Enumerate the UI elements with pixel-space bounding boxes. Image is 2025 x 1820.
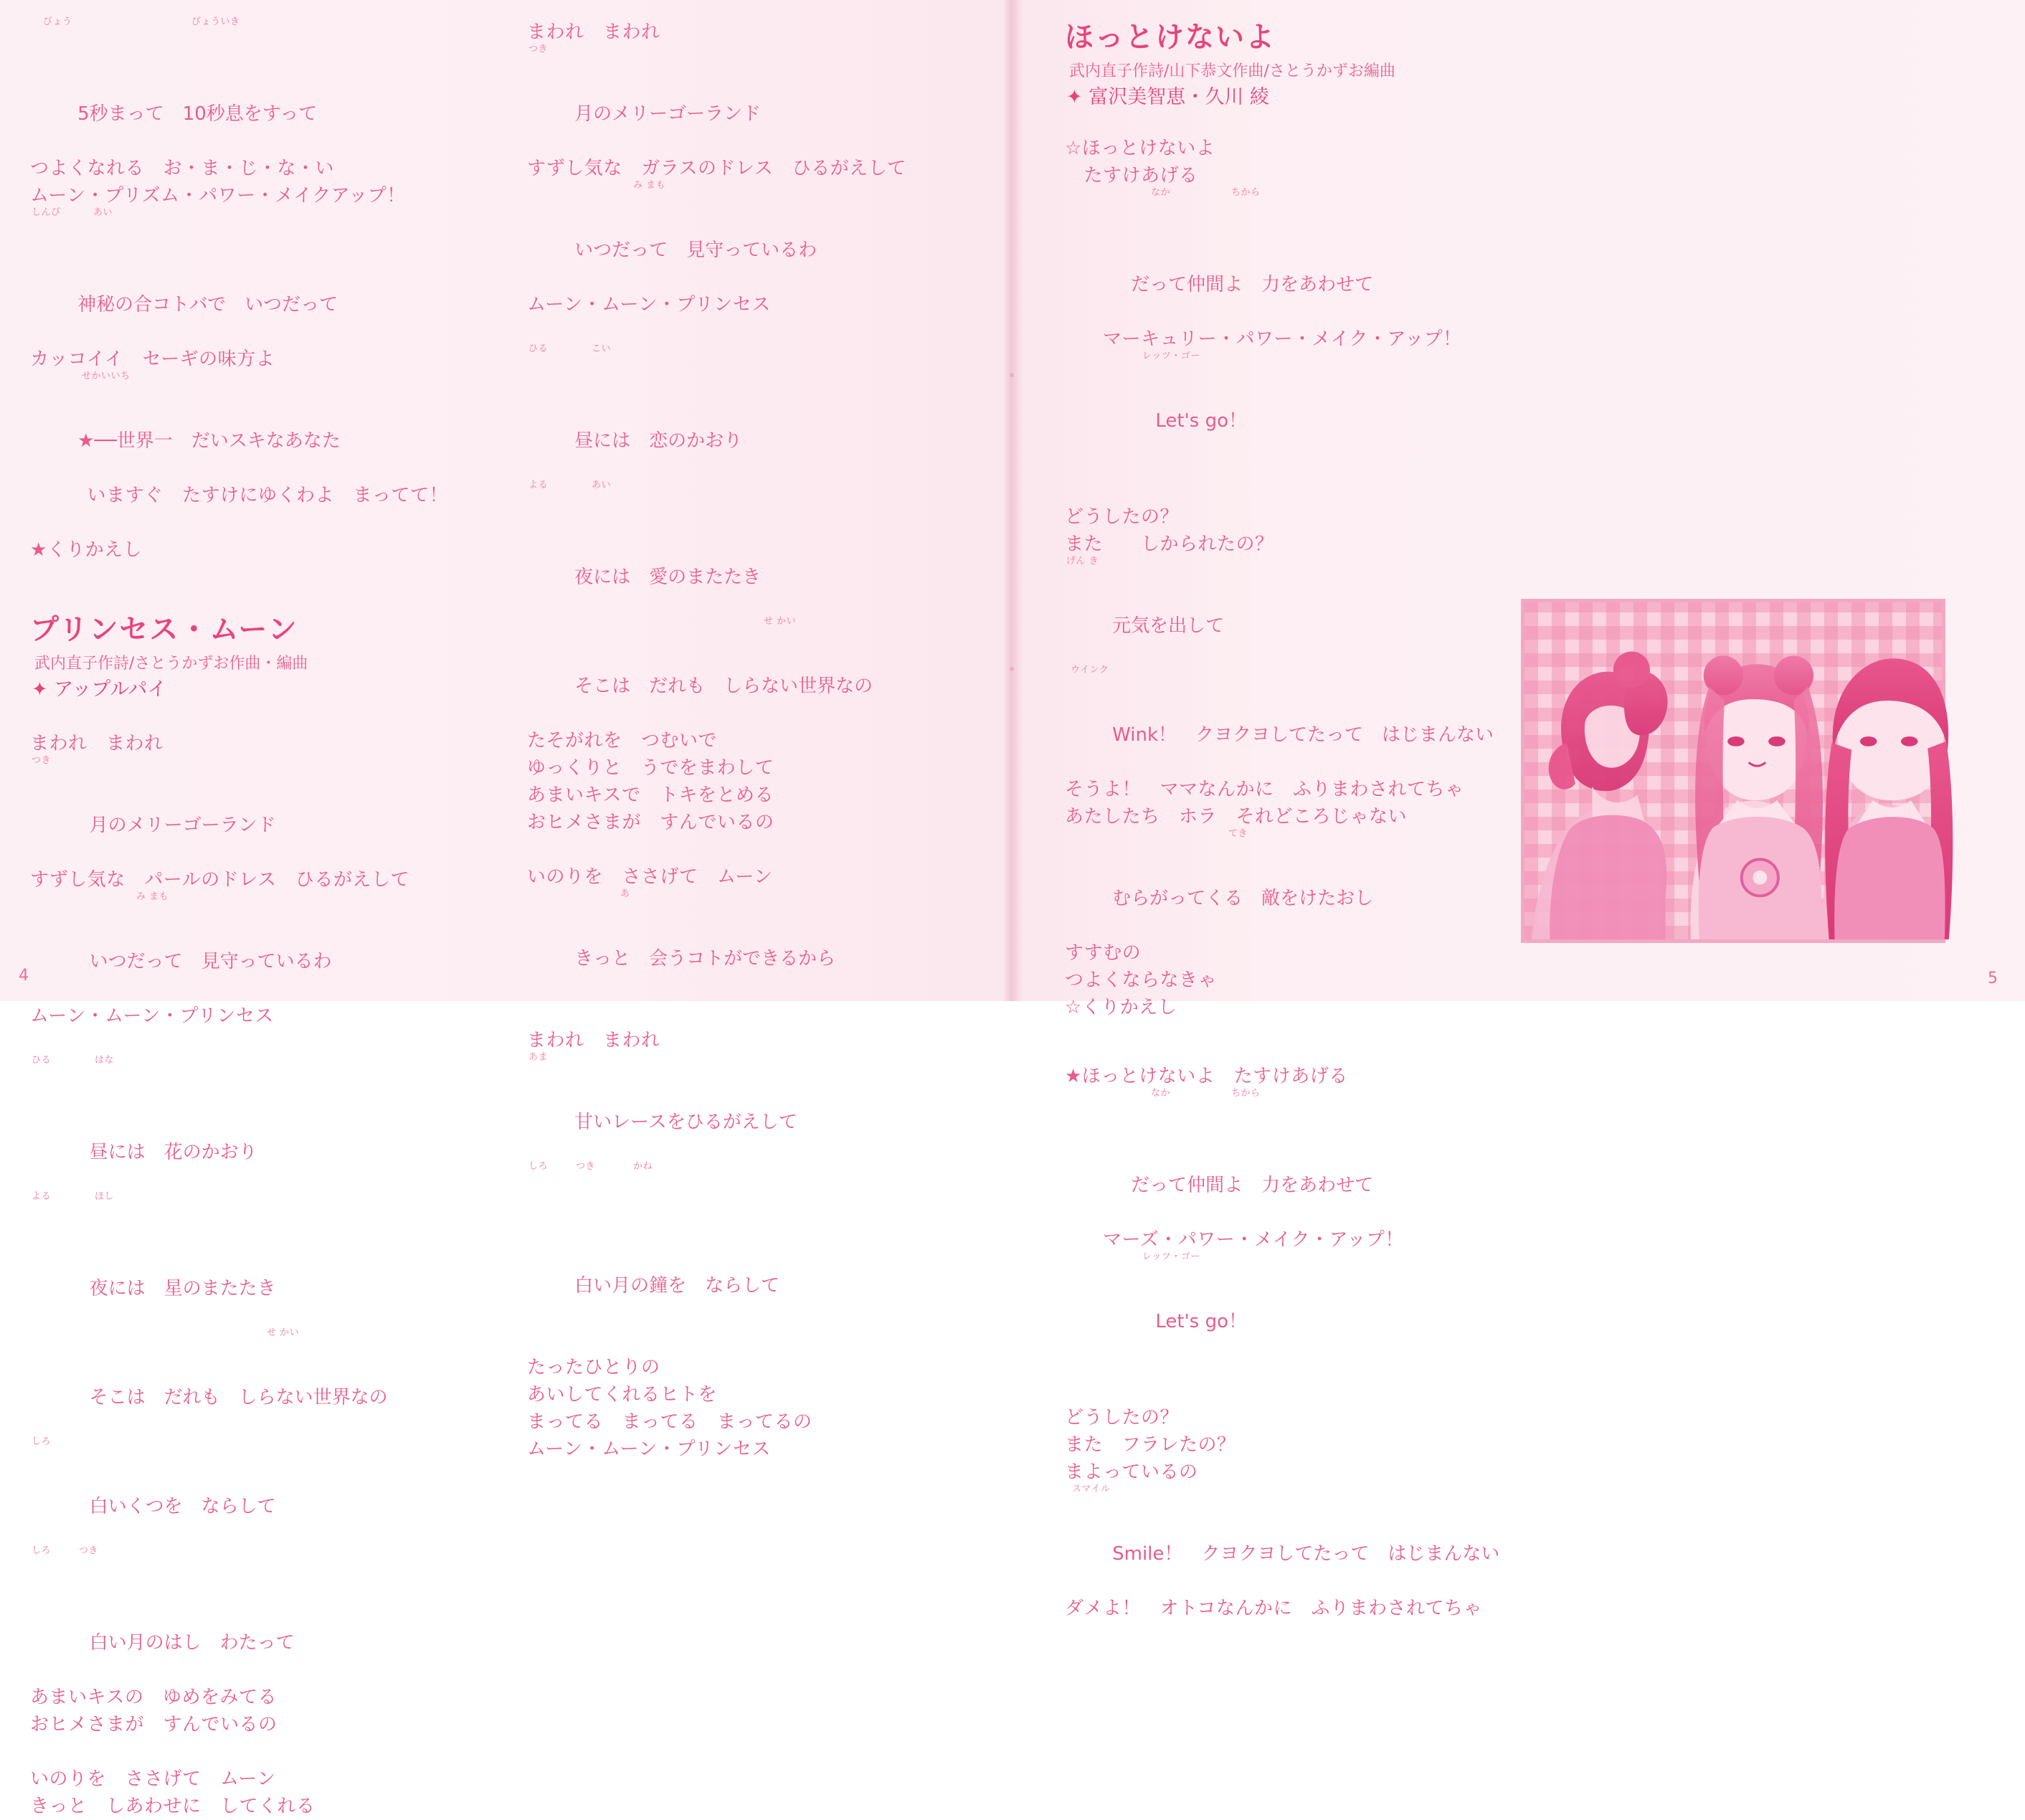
page-number-left: 4 bbox=[19, 967, 29, 985]
lyric-line: いのりを ささげて ムーン bbox=[30, 1768, 276, 1790]
lyric-line: 神秘の合コトバで いつだって bbox=[77, 294, 338, 316]
lyric-line: ★ほっとけないよ たすけあげる bbox=[1065, 1066, 1348, 1087]
verse bbox=[527, 1354, 986, 1463]
lyric-line: ☆ほっとけないよ bbox=[1065, 138, 1215, 159]
lyric-line: すすむの bbox=[1065, 942, 1142, 964]
page-number-right: 5 bbox=[1988, 970, 1998, 987]
lyric-line: ★くりかえし bbox=[30, 539, 143, 561]
lyric-line: 昼には 花のかおり bbox=[89, 1142, 257, 1163]
lyric-line: ムーン・プリズム・パワー・メイクアップ！ bbox=[30, 185, 406, 207]
gutter-dot bbox=[1010, 667, 1014, 671]
lyric-line: 月のメリーゴーランド bbox=[89, 815, 276, 836]
lyric-line: 甘いレースをひるがえして bbox=[574, 1112, 797, 1133]
lyric-line: おヒメさまが すんでいるの bbox=[30, 1714, 278, 1735]
lyric-line: ダメよ！ オトコなんかに ふりまわされてちゃ bbox=[1065, 1598, 1482, 1619]
lyric-line: すずし気な パールのドレス ひるがえして bbox=[30, 869, 409, 891]
lyric-line: まよっているの bbox=[1065, 1461, 1198, 1483]
lyric-line: 白い月の鐘を ならして bbox=[574, 1275, 780, 1297]
lyric-line: だって仲間よ 力をあわせて bbox=[1112, 1175, 1374, 1196]
lyric-line: また しかられたの？ bbox=[1065, 534, 1274, 555]
lyric-line: いのりを ささげて ムーン bbox=[527, 866, 773, 888]
lyric-line: 月のメリーゴーランド bbox=[574, 103, 762, 125]
lyric-line: 夜には 愛のまたたき bbox=[574, 567, 762, 588]
lyric-line: 夜には 星のまたたき bbox=[89, 1278, 276, 1299]
lyric-line: そこは だれも しらない世界なの bbox=[574, 676, 873, 697]
gutter-dot bbox=[1010, 373, 1014, 377]
verse: どうしたの？ また フラレたの？ まよっているの スマイル Smile！ クヨクヨしてたって はじまんない ダメよ！ オトコなんかに ふりまわされてちゃ bbox=[1065, 1404, 1639, 1622]
lyric-line: たったひとりの bbox=[527, 1357, 660, 1378]
lyric-line: ★──世界一 だいスキなあなた bbox=[77, 430, 341, 452]
lyric-line: Smile！ クヨクヨしてたって はじまんない bbox=[1112, 1543, 1500, 1565]
lyric-line: 白いくつを ならして bbox=[89, 1496, 276, 1517]
left-column-b bbox=[527, 19, 986, 1463]
lyric-line: まわれ まわれ bbox=[30, 733, 163, 754]
lyric-line: どうしたの？ bbox=[1065, 506, 1180, 528]
lyric-line: Let's go！ bbox=[1112, 410, 1247, 432]
lyric-line: だって仲間よ 力をあわせて bbox=[1112, 274, 1374, 295]
verse: いのりを ささげて ムーン あ きっと 会うコトができるから bbox=[527, 863, 986, 1000]
lyric-line: きっと しあわせに してくれる bbox=[30, 1796, 316, 1817]
lyric-line: すずし気な ガラスのドレス ひるがえして bbox=[527, 158, 906, 179]
verse: まわれ まわれ つき 月のメリーゴーランド すずし気な パールのドレス ひるがえして み まも いつだって 見守っているわ ムーン・ムーン・プリンセス bbox=[30, 730, 503, 1030]
lyric-line: あまいキスで トキをとめる bbox=[527, 785, 774, 806]
lyric-line: どうしたの？ bbox=[1065, 1407, 1180, 1428]
illustration-artwork bbox=[1524, 602, 1942, 939]
lyric-line: ムーン・ムーン・プリンセス bbox=[30, 1005, 274, 1027]
song-credit: 武内直子作詩/山下恭文作曲/さとうかずお編曲 bbox=[1069, 62, 1395, 80]
lyric-line: あまいキスの ゆめをみてる bbox=[30, 1687, 277, 1708]
verse: ★ほっとけないよ たすけあげる なか ちから だって仲間よ 力をあわせて マーズ・パワー・メイク・アップ！ レッツ・ゴー Let's go！ bbox=[1065, 1063, 1639, 1362]
lyric-line: カッコイイ セーギの味方よ bbox=[30, 349, 275, 370]
lyric-line: ムーン・ムーン・プリンセス bbox=[527, 294, 771, 316]
left-column-a bbox=[30, 16, 503, 1820]
continued-verse: びょう びょういき 5秒まって 10秒息をすって つよくなれる お・ま・じ・な・い ムーン・プリズム・パワー・メイクアップ！ しんぴ あい 神秘の合コトバで いつだって カッコイイ セーギの味方よ せかいいち ★──世界一 だいスキなあなた いますぐ たすけにゆくわよ まってて！ ★くりかえし bbox=[30, 19, 503, 564]
lyric-line: 元気を出して bbox=[1112, 615, 1225, 637]
verse: まわれ まわれ つき 月のメリーゴーランド すずし気な ガラスのドレス ひるがえして み まも いつだって 見守っているわ ムーン・ムーン・プリンセス bbox=[527, 19, 986, 318]
lyric-line: まわれ まわれ bbox=[527, 1030, 660, 1051]
lyric-line: いつだって 見守っているわ bbox=[574, 240, 817, 261]
lyric-line: きっと 会うコトができるから bbox=[574, 948, 836, 970]
lyric-line: ☆くりかえし bbox=[1065, 997, 1177, 1018]
lyric-line: たすけあげる bbox=[1065, 165, 1198, 186]
verse: ☆ほっとけないよ たすけあげる なか ちから だって仲間よ 力をあわせて マーキュリー・パワー・メイク・アップ！ レッツ・ゴー Let's go！ bbox=[1065, 135, 1639, 462]
lyric-line: つよくならなきゃ bbox=[1065, 970, 1218, 991]
lyric-line: ゆっくりと うでをまわして bbox=[527, 757, 774, 779]
lyric-line: あいしてくれるヒトを bbox=[527, 1384, 718, 1406]
lyric-line: むらがってくる 敵をけたおし bbox=[1112, 888, 1374, 909]
lyric-line: 昼には 恋のかおり bbox=[574, 430, 743, 452]
lyric-line: Let's go！ bbox=[1112, 1311, 1247, 1332]
verse bbox=[30, 1766, 503, 1820]
song-performer: ✦ 富沢美智恵・久川 綾 bbox=[1066, 86, 1269, 108]
lyric-line: Wink！ クヨクヨしてたって はじまんない bbox=[1112, 724, 1494, 746]
lyric-line: たそがれを つむいで bbox=[527, 730, 718, 752]
lyric-line: また フラレたの？ bbox=[1065, 1434, 1236, 1456]
lyric-line: いつだって 見守っているわ bbox=[89, 951, 332, 972]
lyric-line: まってる まってる まってるの bbox=[527, 1411, 812, 1433]
lyric-line: ムーン・ムーン・プリンセス bbox=[527, 1439, 771, 1460]
lyric-line: おヒメさまが すんでいるの bbox=[527, 812, 774, 833]
song-block-princess-moon bbox=[30, 611, 503, 1820]
lyric-line: そこは だれも しらない世界なの bbox=[89, 1387, 388, 1408]
verse: まわれ まわれ あま 甘いレースをひるがえして しろ つき かね 白い月の鐘を ならして bbox=[527, 1027, 986, 1327]
lyric-line: つよくなれる お・ま・じ・な・い bbox=[30, 158, 335, 179]
sailor-moon-characters-illustration bbox=[1521, 599, 1945, 943]
song-performer: ✦ アップルパイ bbox=[32, 678, 167, 701]
lyric-line: マーズ・パワー・メイク・アップ！ bbox=[1065, 1229, 1404, 1251]
song-credit: 武内直子作詩/さとうかずお作曲・編曲 bbox=[34, 655, 308, 673]
lyric-line: いますぐ たすけにゆくわよ まってて！ bbox=[30, 485, 449, 506]
lyric-line: そうよ！ ママなんかに ふりまわされてちゃ bbox=[1065, 779, 1464, 800]
lyric-line: マーキュリー・パワー・メイク・アップ！ bbox=[1065, 328, 1462, 350]
lyric-line: あたしたち ホラ それどころじゃない bbox=[1065, 806, 1408, 828]
lyric-line: まわれ まわれ bbox=[527, 22, 660, 43]
verse: ひる こい 昼には 恋のかおり よる あい 夜には 愛のまたたき せ かい そこは だれも しらない世界なの たそがれを つむいで ゆっくりと うでをまわして あまいキスで トキをとめる おヒメさまが すんでいるの bbox=[527, 346, 986, 836]
song-title: ほっとけないよ bbox=[1065, 21, 1276, 54]
lyric-line: 5秒まって 10秒息をすって bbox=[77, 103, 318, 125]
verse: どうしたの？ また しかられたの？ げん き 元気を出して ウインク Wink！ クヨクヨしてたって はじまんない そうよ！ ママなんかに ふりまわされてちゃ あたしたち ホラ それどころじゃない てき むらがってくる 敵をけたおし すすむの つよくならなきゃ ☆くりかえし bbox=[1065, 503, 1639, 1021]
lyric-line: 白い月のはし わたって bbox=[89, 1632, 295, 1654]
song-title: プリンセス・ムーン bbox=[30, 613, 298, 646]
verse: ひる はな 昼には 花のかおり よる ほし 夜には 星のまたたき せ かい そこは だれも しらない世界なの しろ 白いくつを ならして しろ つき 白い月のはし わたって あまいキスの ゆめをみてる おヒメさまが すんでいるの bbox=[30, 1057, 503, 1738]
